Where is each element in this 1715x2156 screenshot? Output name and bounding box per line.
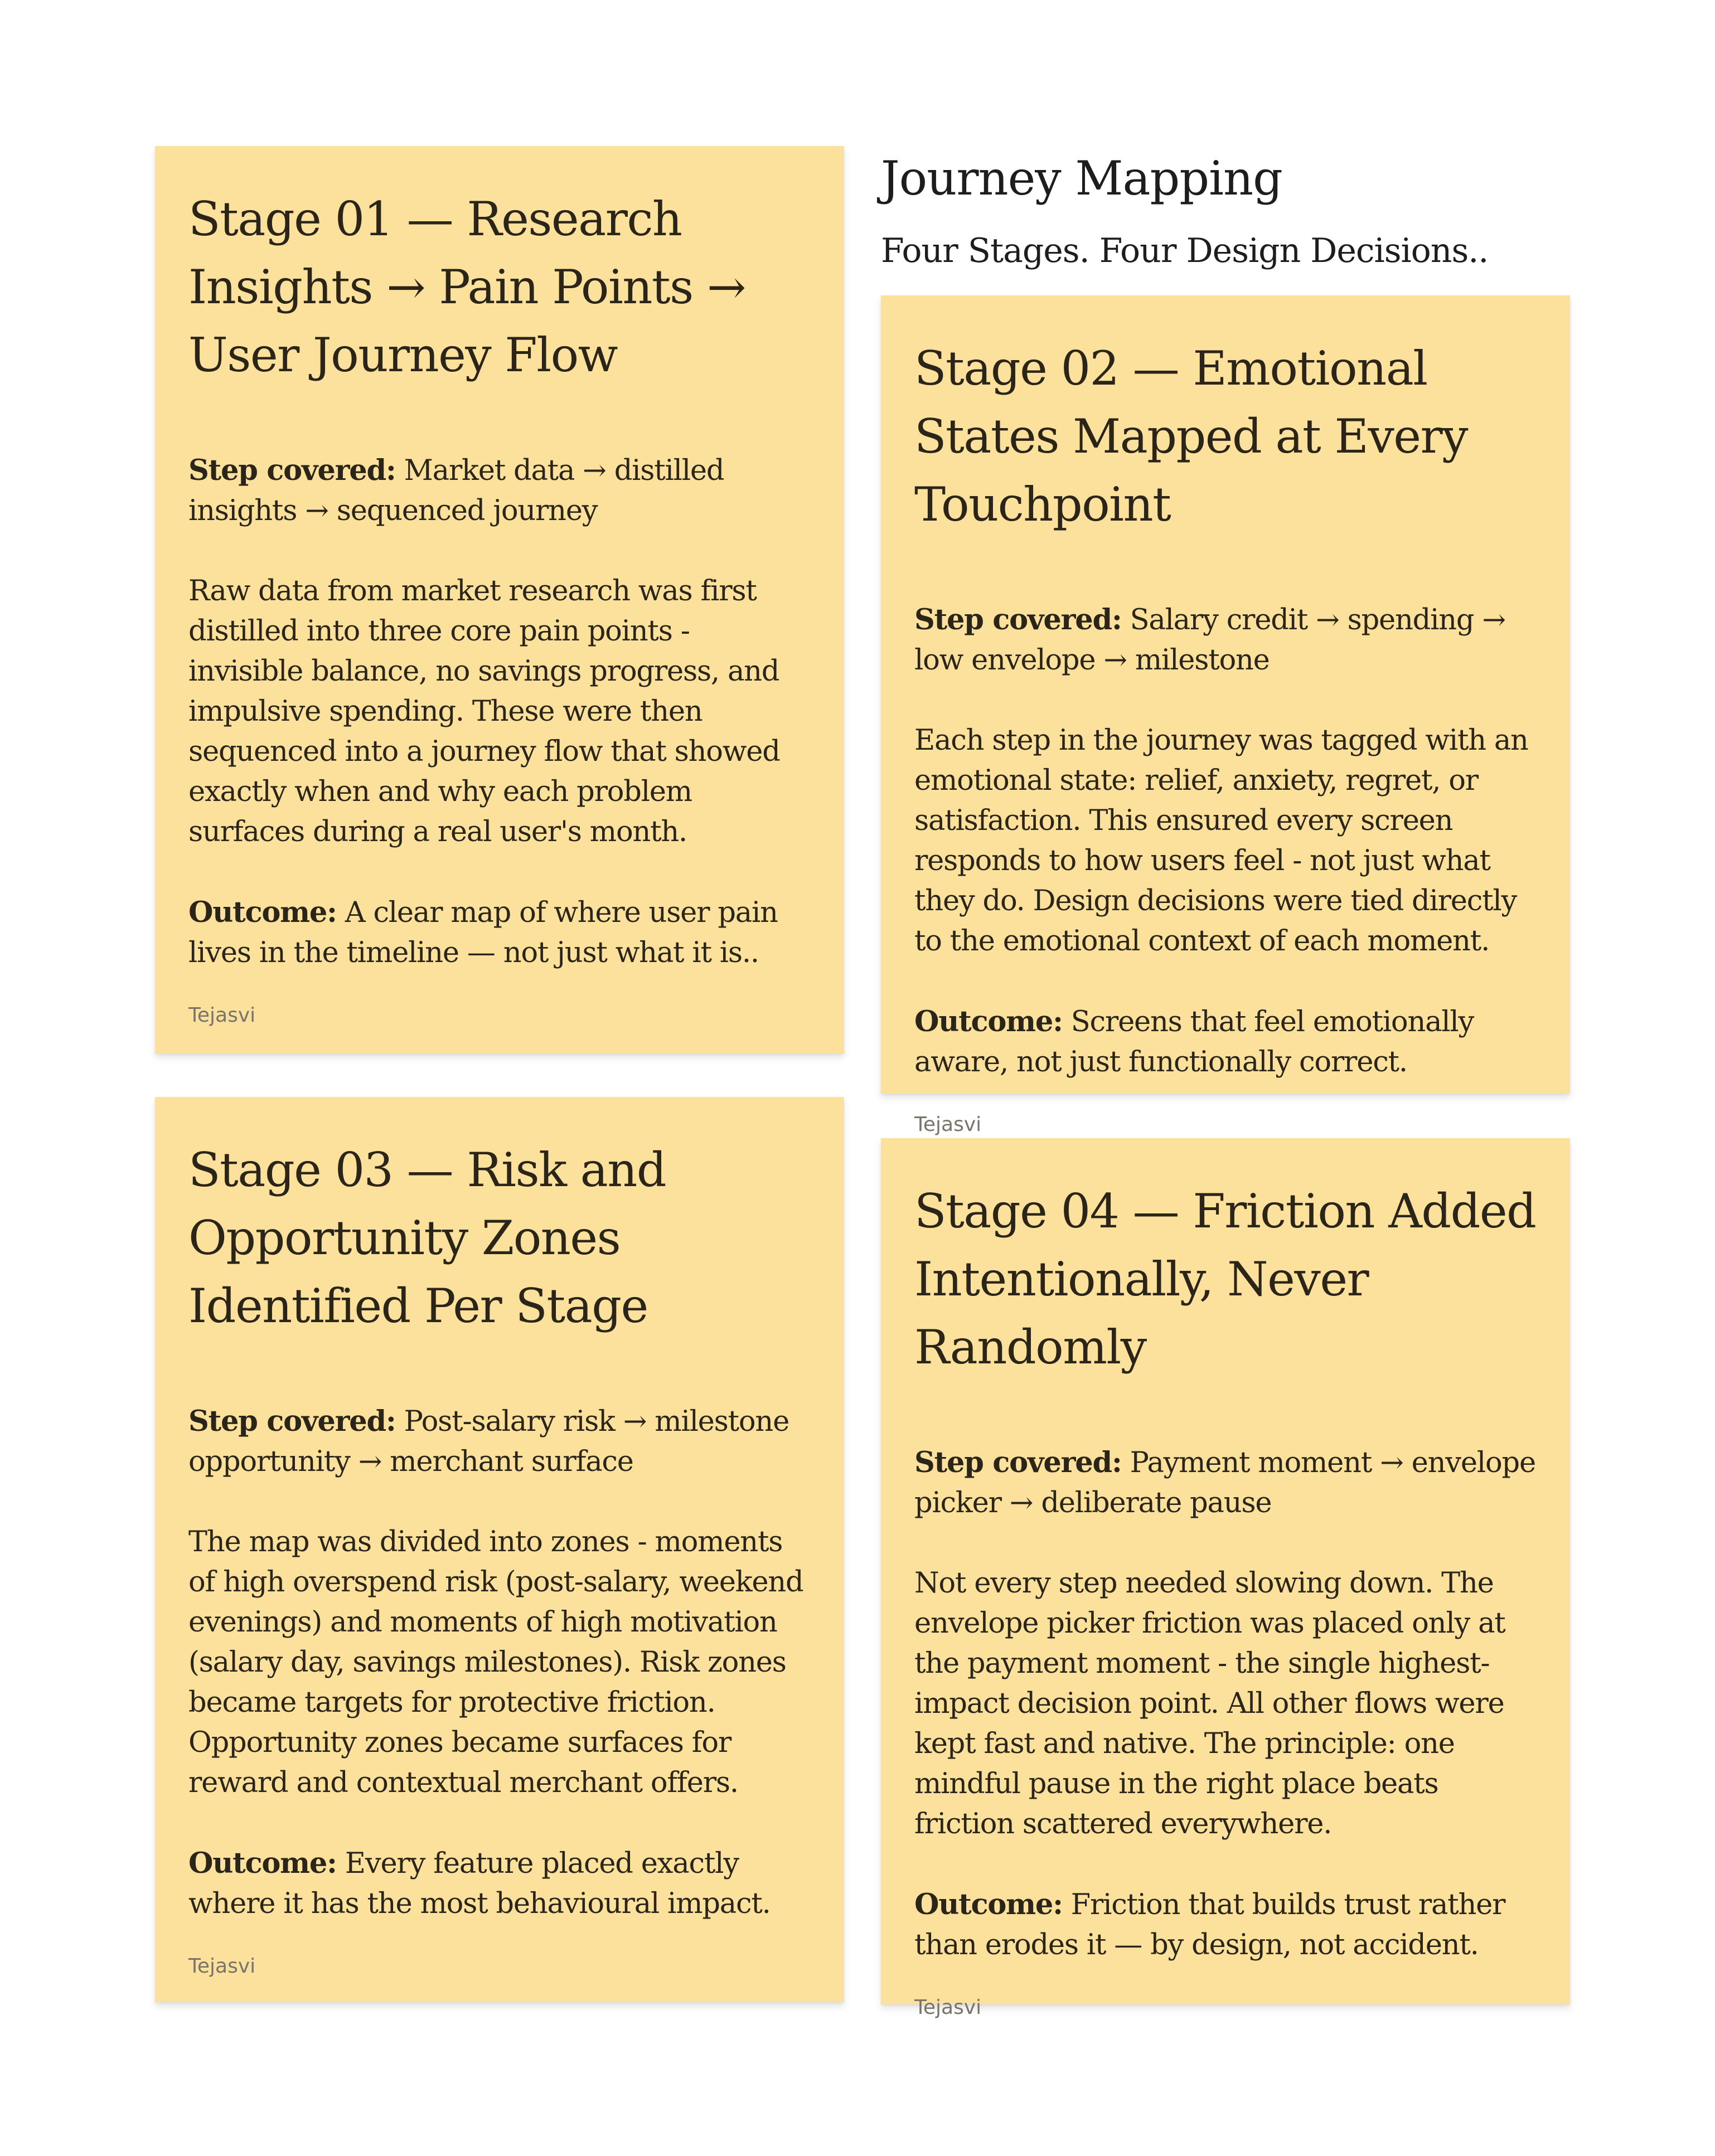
note-author: Tejasvi	[188, 1004, 256, 1027]
outcome-label: Outcome:	[188, 896, 337, 929]
note-title: Stage 04 — Friction Added Intentionally, Never Randomly	[914, 1184, 1536, 1375]
note-description: Each step in the journey was tagged with an emotional state: relief, anxiety, regret, or satisfaction. This ensured every screen responds to how users feel - not just what they do. Design decisions were tied directly to the emotional context of each moment.	[914, 724, 1528, 958]
outcome-text: Every feature placed exactly where it has the most behavioural impact.	[188, 1847, 771, 1920]
note-author: Tejasvi	[914, 1113, 982, 1136]
sticky-note-stage-01[interactable]	[155, 146, 844, 1053]
note-title: Stage 01 — Research Insights → Pain Points → User Journey Flow	[188, 192, 745, 382]
outcome-label: Outcome:	[188, 1847, 337, 1880]
note-step-covered	[188, 450, 811, 531]
note-title: Stage 03 — Risk and Opportunity Zones Identified Per Stage	[188, 1143, 666, 1333]
step-covered-label: Step covered:	[188, 454, 396, 487]
outcome-text: A clear map of where user pain lives in the timeline — not just what it is..	[188, 896, 778, 969]
step-covered-text: Market data → distilled insights → sequenced journey	[188, 454, 724, 527]
note-body	[914, 1443, 1537, 1965]
note-author: Tejasvi	[914, 1996, 982, 2019]
outcome-label: Outcome:	[914, 1005, 1063, 1038]
step-covered-label: Step covered:	[188, 1405, 396, 1438]
note-body	[188, 450, 811, 973]
outcome-label: Outcome:	[914, 1888, 1063, 1921]
note-body	[914, 600, 1537, 1082]
note-outcome	[188, 892, 811, 973]
note-step-covered	[188, 1401, 811, 1482]
sticky-note-stage-02[interactable]	[881, 295, 1570, 1136]
step-covered-text: Salary credit → spending → low envelope → milestone	[914, 604, 1505, 677]
step-covered-label: Step covered:	[914, 603, 1122, 637]
note-outcome	[188, 1843, 811, 1924]
note-outcome	[914, 1002, 1537, 1082]
note-description: Not every step needed slowing down. The envelope picker friction was placed only at the payment moment - the single highest-impact decision point. All other flows were kept fast and native. The principle: one mindful pause in the right place beats friction scattered everywhere.	[914, 1567, 1505, 1841]
note-description: The map was divided into zones - moments of high overspend risk (post-salary, weekend evenings) and moments of high motivation (salary day, savings milestones). Risk zones became targets for protective friction. Opportunity zones became surfaces for reward and contextual merchant offers.	[188, 1526, 803, 1799]
note-body	[188, 1401, 811, 1924]
step-covered-text: Post-salary risk → milestone opportunity → merchant surface	[188, 1405, 789, 1478]
outcome-text: Screens that feel emotionally aware, not just functionally correct.	[914, 1006, 1474, 1079]
step-covered-text: Payment moment → envelope picker → deliberate pause	[914, 1446, 1535, 1519]
note-description: Raw data from market research was first distilled into three core pain points - invisible balance, no savings progress, and impulsive spending. These were then sequenced into a journey flow that showed exactly when and why each problem surfaces during a real user's month.	[188, 575, 780, 848]
sticky-note-stage-04[interactable]	[881, 1138, 1570, 2019]
note-step-covered	[914, 1443, 1537, 1523]
board-subtitle: Four Stages. Four Design Decisions..	[881, 231, 1489, 270]
note-title: Stage 02 — Emotional States Mapped at Every Touchpoint	[914, 341, 1468, 532]
sticky-note-stage-03[interactable]	[155, 1097, 844, 2002]
note-author: Tejasvi	[188, 1955, 256, 1978]
note-step-covered	[914, 600, 1537, 681]
board-title: Journey Mapping	[881, 151, 1282, 206]
note-outcome	[914, 1885, 1537, 1965]
step-covered-label: Step covered:	[914, 1446, 1122, 1479]
outcome-text: Friction that builds trust rather than erodes it — by design, not accident.	[914, 1888, 1505, 1961]
